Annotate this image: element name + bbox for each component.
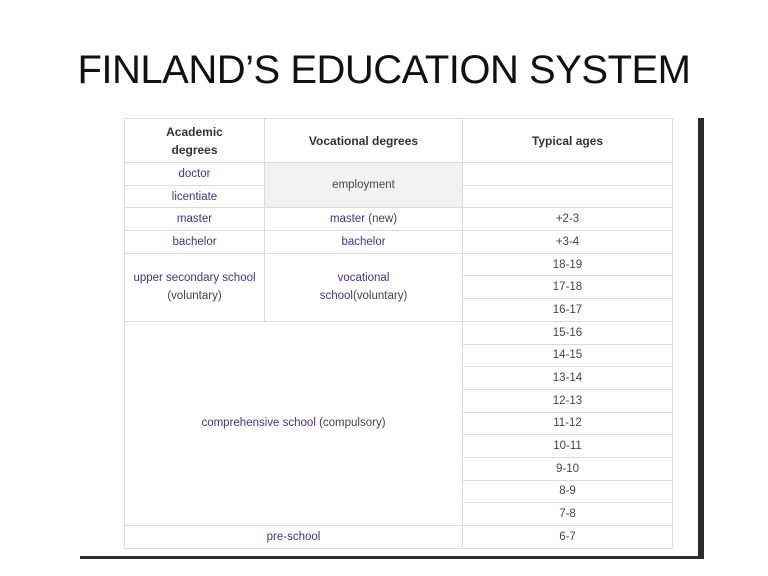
master-link[interactable]: master bbox=[176, 213, 213, 226]
age-cell: +3-4 bbox=[463, 231, 673, 254]
age-cell: 16-17 bbox=[463, 299, 673, 322]
header-academic: Academic degrees bbox=[125, 119, 265, 163]
age-cell: 7-8 bbox=[463, 503, 673, 526]
image-border-bottom bbox=[80, 556, 704, 559]
age-cell: 8-9 bbox=[463, 480, 673, 503]
slide-title: FINLAND’S EDUCATION SYSTEM bbox=[77, 48, 691, 92]
upper-secondary-suffix: (voluntary) bbox=[167, 290, 222, 303]
table-row bbox=[125, 253, 673, 276]
table-row bbox=[125, 208, 673, 231]
image-border-right bbox=[698, 118, 704, 559]
doctor-link[interactable]: doctor bbox=[178, 167, 211, 180]
age-cell: 6-7 bbox=[463, 526, 673, 549]
age-cell bbox=[463, 163, 673, 186]
employment-cell: employment bbox=[265, 163, 463, 208]
age-cell: 11-12 bbox=[463, 412, 673, 435]
age-cell: 15-16 bbox=[463, 321, 673, 344]
age-cell: +2-3 bbox=[463, 208, 673, 231]
education-table bbox=[124, 118, 672, 549]
age-cell: 14-15 bbox=[463, 344, 673, 367]
age-cell: 9-10 bbox=[463, 457, 673, 480]
master-new-link[interactable]: master bbox=[329, 213, 366, 226]
comprehensive-school-suffix: (compulsory) bbox=[315, 417, 386, 430]
table-header-row bbox=[125, 119, 673, 163]
table-row bbox=[125, 526, 673, 549]
vocational-school-suffix: (voluntary) bbox=[352, 290, 408, 303]
table-row bbox=[125, 321, 673, 344]
vocational-school-link[interactable]: vocational school bbox=[319, 272, 390, 303]
master-new-suffix: (new) bbox=[365, 213, 398, 226]
comprehensive-school-link[interactable]: comprehensive school bbox=[201, 417, 316, 430]
table-row bbox=[125, 163, 673, 186]
bachelor-link[interactable]: bachelor bbox=[172, 235, 217, 248]
bachelor-vocational-link[interactable]: bachelor bbox=[341, 235, 386, 248]
age-cell: 13-14 bbox=[463, 367, 673, 390]
table-row bbox=[125, 231, 673, 254]
age-cell: 10-11 bbox=[463, 435, 673, 458]
age-cell bbox=[463, 185, 673, 208]
age-cell: 12-13 bbox=[463, 389, 673, 412]
preschool-link[interactable]: pre-school bbox=[266, 530, 321, 543]
age-cell: 18-19 bbox=[463, 253, 673, 276]
licentiate-link[interactable]: licentiate bbox=[171, 190, 218, 203]
header-vocational: Vocational degrees bbox=[265, 119, 463, 163]
age-cell: 17-18 bbox=[463, 276, 673, 299]
header-ages: Typical ages bbox=[463, 119, 673, 163]
upper-secondary-link[interactable]: upper secondary school bbox=[133, 272, 256, 285]
